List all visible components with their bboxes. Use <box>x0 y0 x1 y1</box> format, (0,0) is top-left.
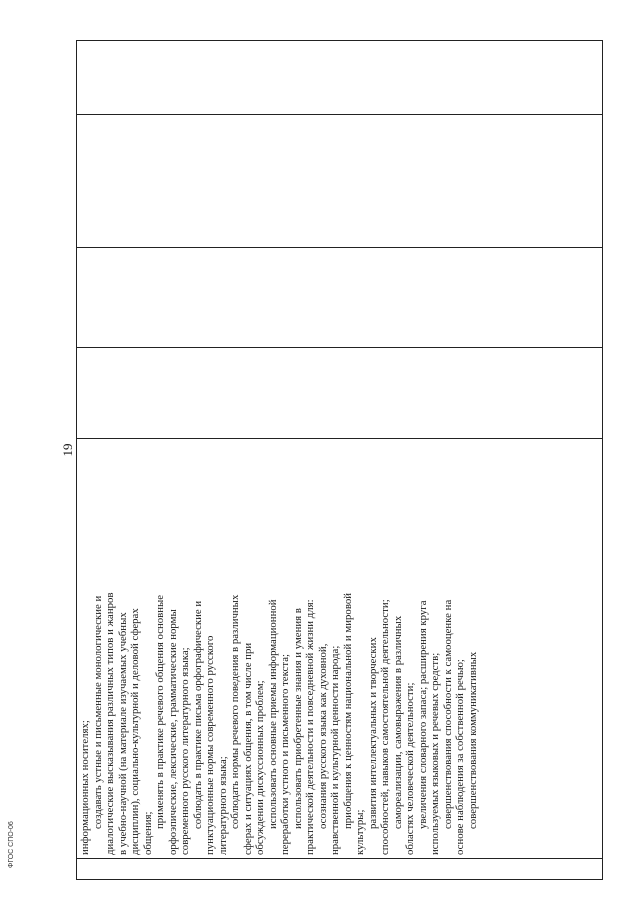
column-divider <box>77 247 602 248</box>
page-number: 19 <box>60 443 75 457</box>
text-line: основе наблюдения за собственной речью; <box>454 659 466 855</box>
text-line: современного русского литературного языка; <box>179 647 191 855</box>
text-line: диалогические высказывания различных типов и жанров <box>104 592 116 855</box>
text-line: областях человеческой деятельности; <box>404 682 416 855</box>
text-line: использовать приобретенные знания и умения в <box>291 608 304 829</box>
text-line: орфоэпические, лексические, грамматические нормы <box>166 609 179 855</box>
text-line: увеличения словарного запаса; расширения круга <box>416 600 429 829</box>
text-line: обсуждении дискуссионных проблем; <box>254 680 266 855</box>
text-line: переработки устного и письменного текста; <box>279 654 291 855</box>
text-line: культуры; <box>354 809 366 855</box>
footer-code: ФГОС СПО-06 <box>8 821 15 868</box>
text-line: практической деятельности и повседневной жизни для: <box>304 599 316 855</box>
text-line: способностей, навыков самостоятельной деятельности; <box>379 599 391 855</box>
requirements-table <box>76 40 603 880</box>
text-line: сферах и ситуациях общения, в том числе при <box>241 642 254 855</box>
text-line: литературного языка; <box>216 756 229 855</box>
column-divider <box>77 114 602 115</box>
text-line: совершенствования способности к самооценке на <box>441 599 454 829</box>
text-line: используемых языковых и речевых средств; <box>429 652 441 855</box>
skills-cell-text <box>79 445 479 855</box>
text-line: самореализации, самовыражения в различных <box>391 615 404 829</box>
column-divider <box>77 347 602 348</box>
text-line: создавать устные и письменные монологические и <box>91 595 104 829</box>
text-line: соблюдать нормы речевого поведения в различных <box>229 594 241 829</box>
text-line: дисциплин), социально-культурной и деловой сферах <box>129 608 141 855</box>
rotated-page <box>58 40 603 880</box>
column-divider <box>77 438 602 439</box>
text-line: развития интеллектуальных и творческих <box>366 637 379 829</box>
text-line: в учебно-научной (на материале изучаемых учебных <box>116 612 129 855</box>
text-line: осознания русского языка как духовной, <box>316 643 329 829</box>
column-divider <box>77 858 602 859</box>
text-line: применять в практике речевого общения основные <box>154 594 166 829</box>
text-line: приобщения к ценностям национальной и мировой <box>341 592 354 829</box>
text-line: общения; <box>141 811 154 855</box>
text-line: соблюдать в практике письма орфографические и <box>191 600 204 829</box>
text-line: совершенствования коммуникативных <box>466 651 479 829</box>
text-line: нравственной и культурной ценности народа; <box>329 645 341 855</box>
text-line: пунктуационные нормы современного русского <box>204 635 216 855</box>
text-line: информационных носителях; <box>79 720 91 855</box>
text-line: использовать основные приемы информационной <box>266 599 279 829</box>
